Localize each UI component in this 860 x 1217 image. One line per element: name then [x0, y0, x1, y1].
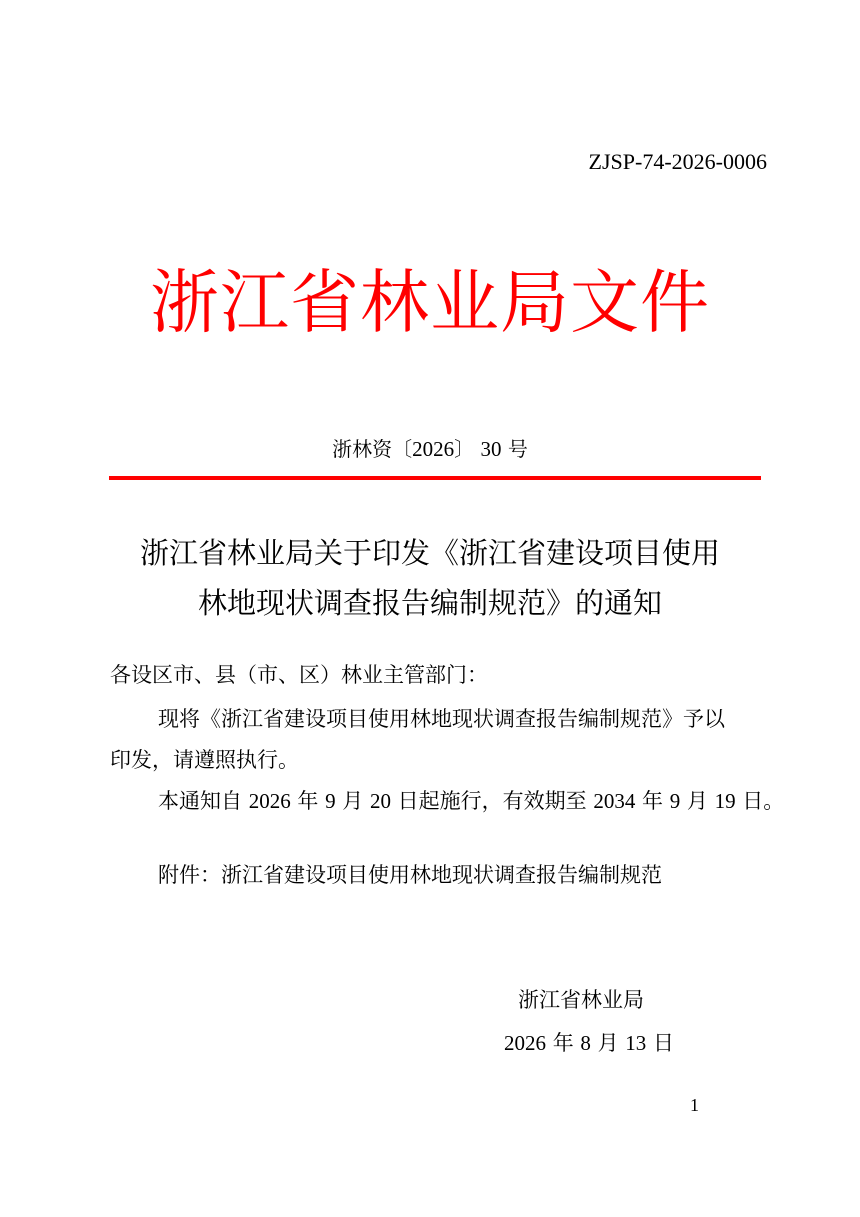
doc-number-prefix: 浙林资〔	[332, 437, 413, 461]
masthead-title: 浙江省林业局文件	[150, 263, 710, 343]
issue-date-year-char: 年	[552, 1031, 574, 1055]
effective-end-year: 2034	[593, 789, 636, 813]
effective-text-3: 月	[342, 789, 364, 813]
red-separator-line	[109, 476, 761, 480]
effective-text-5: 年	[642, 789, 663, 813]
doc-number-middle: 〕	[454, 437, 475, 461]
issue-date-month-char: 月	[597, 1031, 619, 1055]
body-paragraph-line-1: 现将《浙江省建设项目使用林地现状调查报告编制规范》予以	[158, 707, 725, 731]
effective-text-7: 日。	[742, 789, 785, 813]
issuer-name: 浙江省林业局	[518, 988, 644, 1012]
effective-end-day: 19	[714, 789, 736, 813]
document-serial-number: ZJSP-74-2026-0006	[588, 149, 767, 174]
body-paragraph-line-2: 印发，请遵照执行。	[110, 748, 299, 772]
page-number: 1	[690, 1095, 699, 1115]
effective-start-month: 9	[325, 789, 336, 813]
salutation: 各设区市、县（市、区）林业主管部门：	[110, 663, 488, 687]
attachment-line: 附件：浙江省建设项目使用林地现状调查报告编制规范	[158, 863, 662, 887]
effective-text-2: 年	[297, 789, 319, 813]
effective-end-month: 9	[669, 789, 681, 813]
effective-text-1: 本通知自	[158, 789, 242, 813]
doc-number-suffix: 号	[507, 437, 528, 461]
effective-text-6: 月	[686, 789, 708, 813]
effective-start-year: 2026	[248, 789, 291, 813]
issue-date-day: 13	[625, 1031, 647, 1055]
issue-date-year: 2026	[504, 1031, 546, 1055]
issue-date-month: 8	[580, 1031, 591, 1055]
doc-number-year: 2026	[412, 437, 455, 461]
effective-date-paragraph	[158, 786, 784, 816]
doc-number-value: 30	[480, 437, 502, 461]
effective-text-4: 日起施行，有效期至	[397, 789, 587, 813]
issue-date-day-char: 日	[652, 1031, 674, 1055]
document-number	[0, 434, 860, 464]
issue-date	[504, 1028, 674, 1058]
notice-title-line-2: 林地现状调查报告编制规范》的通知	[197, 586, 662, 620]
effective-start-day: 20	[369, 789, 391, 813]
notice-title-line-1: 浙江省林业局关于印发《浙江省建设项目使用	[139, 536, 720, 570]
